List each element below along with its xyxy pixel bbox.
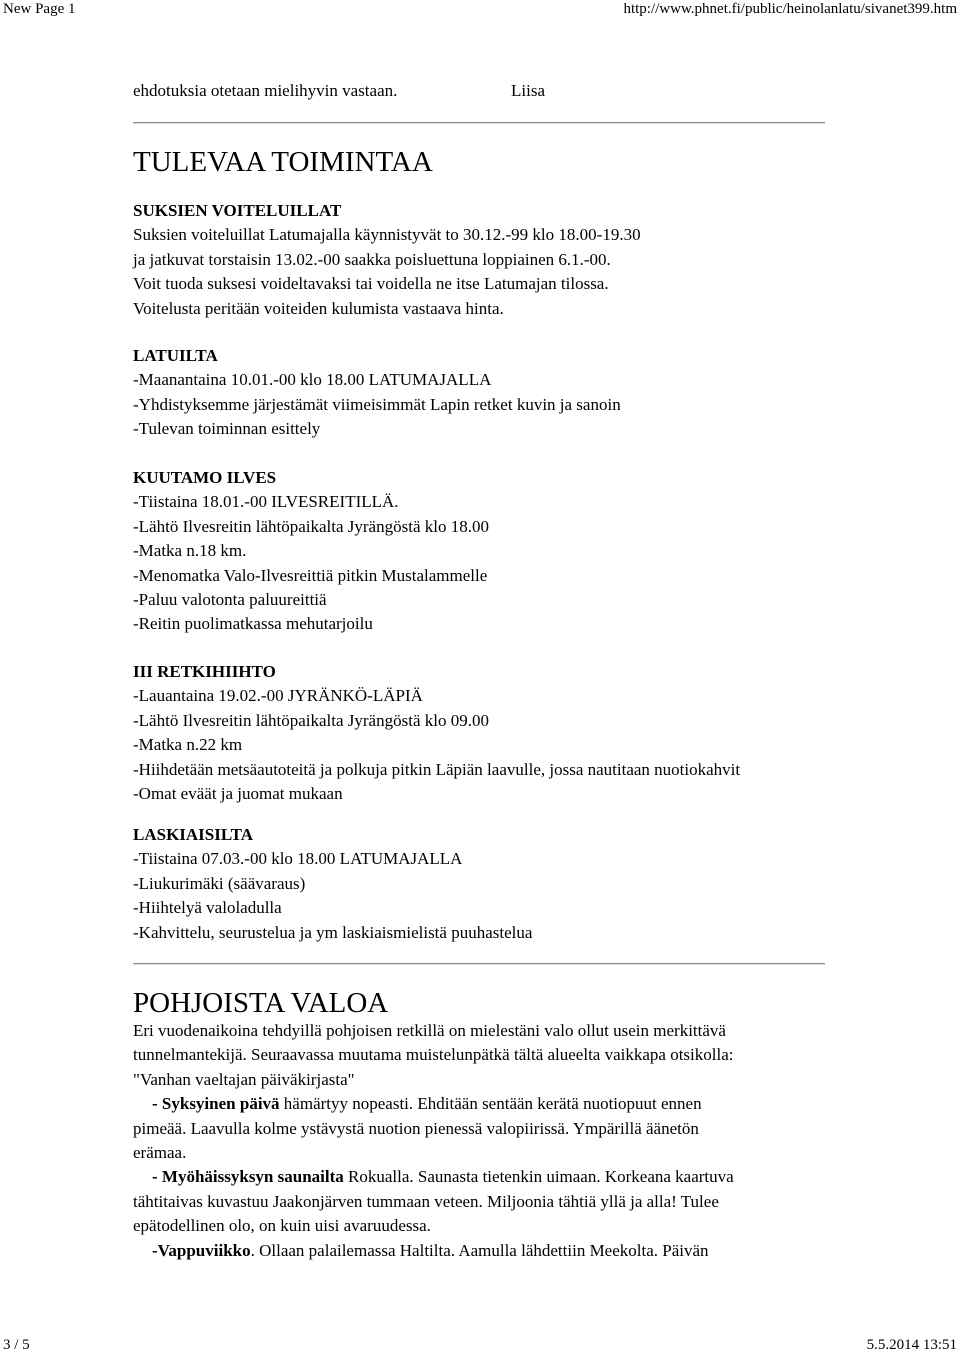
section-title: LASKIAISILTA bbox=[133, 825, 254, 844]
text-line: -Maanantaina 10.01.-00 klo 18.00 LATUMAJALLA bbox=[133, 370, 492, 390]
text-line: -Kahvittelu, seurustelua ja ym laskiaismielistä puuhastelua bbox=[133, 922, 533, 942]
text-line: -Matka n.22 km bbox=[133, 735, 243, 755]
section-heading-pohjoista-valoa: POHJOISTA VALOA bbox=[133, 987, 389, 1019]
text-line: -Hiihdetään metsäautoteitä ja polkuja pitkin Läpiän laavulle, jossa nautitaan nuotiokahvit bbox=[133, 759, 741, 779]
section-retkihiihto bbox=[133, 660, 740, 806]
section-pohjoista-valoa-text bbox=[133, 1019, 734, 1263]
paragraph-rest: Rokualla. Saunasta tietenkin uimaan. Korkeana kaartuva bbox=[343, 1167, 734, 1187]
section-title: III RETKIHIIHTO bbox=[133, 662, 276, 681]
text-line: epätodellinen olo, on kuin uisi avaruudessa. bbox=[133, 1216, 431, 1236]
section-laskiaisilta bbox=[133, 823, 532, 945]
paragraph-rest: hämärtyy nopeasti. Ehditään sentään kerätä nuotiopuut ennen bbox=[279, 1094, 702, 1114]
text-line: Voit tuoda suksesi voideltavaksi tai voidella ne itse Latumajan tilossa. bbox=[133, 274, 609, 294]
paragraph-lead: - Syksyinen päivä bbox=[152, 1094, 280, 1114]
text-line: -Matka n.18 km. bbox=[133, 541, 247, 561]
text-line: Voitelusta peritään voiteiden kulumista vastaava hinta. bbox=[133, 298, 504, 318]
paragraph-first-line bbox=[133, 1092, 734, 1116]
section-title: SUKSIEN VOITELUILLAT bbox=[133, 201, 342, 220]
paragraph-rest: . Ollaan palailemassa Haltilta. Aamulla lähdettiin Meekolta. Päivän bbox=[250, 1240, 709, 1260]
divider bbox=[133, 963, 825, 965]
text-line: -Tiistaina 07.03.-00 klo 18.00 LATUMAJALLA bbox=[133, 849, 463, 869]
section-title: LATUILTA bbox=[133, 346, 218, 365]
text-line: -Menomatka Valo-Ilvesreittiä pitkin Mustalammelle bbox=[133, 565, 488, 585]
text-line: Suksien voiteluillat Latumajalla käynnistyvät to 30.12.-99 klo 18.00-19.30 bbox=[133, 225, 641, 245]
text-line: tähtitaivas kuvastuu Jaakonjärven tummaan veteen. Miljoonia tähtiä yllä ja alla! Tulee bbox=[133, 1191, 719, 1211]
section-kuutamo bbox=[133, 466, 489, 637]
text-line: -Lauantaina 19.02.-00 JYRÄNKÖ-LÄPIÄ bbox=[133, 686, 423, 706]
text-line: ja jatkuvat torstaisin 13.02.-00 saakka poisluettuna loppiainen 6.1.-00. bbox=[133, 249, 611, 269]
text-line: -Hiihtelyä valoladulla bbox=[133, 898, 282, 918]
page-header-title: New Page 1 bbox=[3, 1, 76, 17]
intro-line bbox=[133, 80, 545, 102]
text-line: -Tulevan toiminnan esittely bbox=[133, 419, 321, 439]
text-line: Eri vuodenaikoina tehdyillä pohjoisen retkillä on mielestäni valo ollut usein merkittävä bbox=[133, 1021, 726, 1040]
text-line: -Tiistaina 18.01.-00 ILVESREITILLÄ. bbox=[133, 492, 399, 512]
section-title: KUUTAMO ILVES bbox=[133, 468, 277, 487]
text-line: -Lähtö Ilvesreitin lähtöpaikalta Jyrängöstä klo 18.00 bbox=[133, 516, 489, 536]
text-line: -Lähtö Ilvesreitin lähtöpaikalta Jyrängöstä klo 09.00 bbox=[133, 710, 489, 730]
section-latuilta bbox=[133, 344, 621, 442]
paragraph-first-line bbox=[133, 1165, 734, 1189]
page-header-url: http://www.phnet.fi/public/heinolanlatu/sivanet399.htm bbox=[623, 1, 957, 17]
text-line: -Omat eväät ja juomat mukaan bbox=[133, 784, 343, 804]
paragraph-lead: - Myöhäissyksyn saunailta bbox=[152, 1167, 344, 1187]
text-line: tunnelmantekijä. Seuraavassa muutama muistelunpätkä tältä alueelta vaikkapa otsikolla: bbox=[133, 1045, 734, 1065]
text-line: -Liukurimäki (säävaraus) bbox=[133, 873, 306, 893]
section-suksien bbox=[133, 199, 641, 321]
text-line: -Paluu valotonta paluureittiä bbox=[133, 590, 327, 610]
text-line: pimeää. Laavulla kolme ystävystä nuotion pienessä valopiirissä. Ympärillä äänetön bbox=[133, 1118, 699, 1138]
text-line: "Vanhan vaeltajan päiväkirjasta" bbox=[133, 1069, 355, 1089]
intro-text: ehdotuksia otetaan mielihyvin vastaan. bbox=[133, 81, 398, 100]
text-line: erämaa. bbox=[133, 1143, 187, 1163]
intro-signature: Liisa bbox=[511, 81, 545, 100]
paragraph-first-line bbox=[133, 1239, 734, 1263]
paragraph-lead: -Vappuviikko bbox=[152, 1240, 251, 1260]
section-heading-tulevaa: TULEVAA TOIMINTAA bbox=[133, 146, 433, 178]
text-line: -Yhdistyksemme järjestämät viimeisimmät Lapin retket kuvin ja sanoin bbox=[133, 394, 621, 414]
text-line: -Reitin puolimatkassa mehutarjoilu bbox=[133, 614, 373, 634]
divider bbox=[133, 122, 825, 124]
page-footer-page-number: 3 / 5 bbox=[3, 1337, 30, 1353]
page-footer-timestamp: 5.5.2014 13:51 bbox=[866, 1337, 957, 1353]
